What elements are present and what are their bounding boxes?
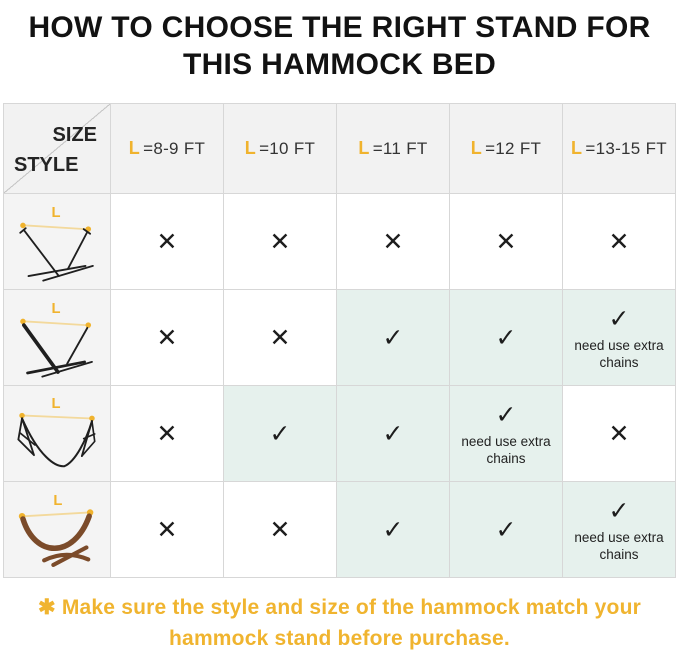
cell-mark: ✕ [269, 322, 291, 352]
cell-mark: ✓ [495, 514, 517, 544]
length-symbol: L [128, 138, 141, 158]
cell-mark: ✕ [156, 226, 178, 256]
row-style-cell [3, 193, 110, 289]
table-cell [562, 289, 675, 385]
row-style-cell [3, 289, 110, 385]
length-symbol: L [51, 395, 61, 412]
column-header-10ft [223, 103, 336, 193]
cell-mark: ✕ [156, 514, 178, 544]
page-title-line1: HOW TO CHOOSE THE RIGHT STAND FOR [28, 11, 651, 44]
cell-mark: ✕ [269, 514, 291, 544]
table-cell [562, 385, 675, 481]
cell-mark: ✓ [608, 495, 630, 525]
cell-mark: ✕ [495, 226, 517, 256]
column-header-13-15ft [562, 103, 675, 193]
table-cell [223, 481, 336, 577]
compatibility-table [3, 103, 676, 578]
curved-folding-stand-icon [11, 393, 103, 475]
footnote-text1: Make sure the style and size of the hammock match your [61, 596, 641, 619]
cell-mark: ✓ [608, 303, 630, 333]
table-cell [223, 289, 336, 385]
row-style-cell [3, 385, 110, 481]
page-title-line2: THIS HAMMOCK BED [182, 48, 497, 81]
column-header-label: =10 FT [259, 138, 316, 158]
cell-mark: ✕ [156, 418, 178, 448]
style-axis-label: STYLE [14, 154, 79, 176]
table-cell [336, 385, 449, 481]
table-cell [336, 289, 449, 385]
table-cell [449, 385, 562, 481]
table-cell [110, 481, 223, 577]
cell-note: need use extra chains [574, 529, 664, 562]
table-cell [449, 481, 562, 577]
length-symbol: L [358, 138, 370, 158]
length-symbol: L [53, 492, 63, 509]
table-cell [562, 193, 675, 289]
footnote [0, 592, 679, 654]
cell-mark: ✕ [156, 322, 178, 352]
asterisk-icon: ✱ [38, 596, 56, 619]
column-header-8-9ft [110, 103, 223, 193]
length-symbol: L [51, 204, 61, 221]
size-axis-label: SIZE [52, 124, 97, 146]
footnote-line1 [0, 592, 679, 623]
length-symbol: L [470, 138, 483, 158]
table-cell [336, 193, 449, 289]
cell-note: need use extra chains [461, 433, 551, 466]
wooden-arc-stand-icon [11, 489, 103, 571]
cell-mark: ✓ [382, 514, 404, 544]
cell-mark: ✕ [269, 226, 291, 256]
table-cell [110, 193, 223, 289]
cell-mark: ✕ [608, 418, 630, 448]
length-symbol: L [51, 300, 61, 317]
cell-mark: ✓ [382, 322, 404, 352]
column-header-label: =13-15 FT [585, 138, 667, 158]
column-header-label: =8-9 FT [143, 138, 206, 158]
corner-header-cell [3, 103, 110, 193]
cell-note: need use extra chains [574, 337, 664, 370]
table-cell [223, 385, 336, 481]
steel-tube-stand-icon [11, 201, 103, 283]
cell-mark: ✕ [382, 226, 404, 256]
footnote-line2: hammock stand before purchase. [169, 627, 510, 650]
cell-mark: ✓ [495, 322, 517, 352]
column-header-label: =11 FT [372, 138, 428, 158]
table-cell [223, 193, 336, 289]
cell-mark: ✕ [608, 226, 630, 256]
cell-mark: ✓ [269, 418, 291, 448]
length-symbol: L [244, 138, 257, 158]
heavy-duty-steel-stand-icon [11, 297, 103, 379]
table-cell [110, 385, 223, 481]
cell-mark: ✓ [495, 399, 517, 429]
table-cell [449, 193, 562, 289]
table-cell [336, 481, 449, 577]
table-cell [562, 481, 675, 577]
row-style-cell [3, 481, 110, 577]
table-cell [449, 289, 562, 385]
page-title [0, 0, 679, 83]
cell-mark: ✓ [382, 418, 404, 448]
column-header-12ft [449, 103, 562, 193]
length-symbol: L [571, 138, 583, 158]
column-header-label: =12 FT [485, 138, 542, 158]
table-cell [110, 289, 223, 385]
column-header-11ft [336, 103, 449, 193]
